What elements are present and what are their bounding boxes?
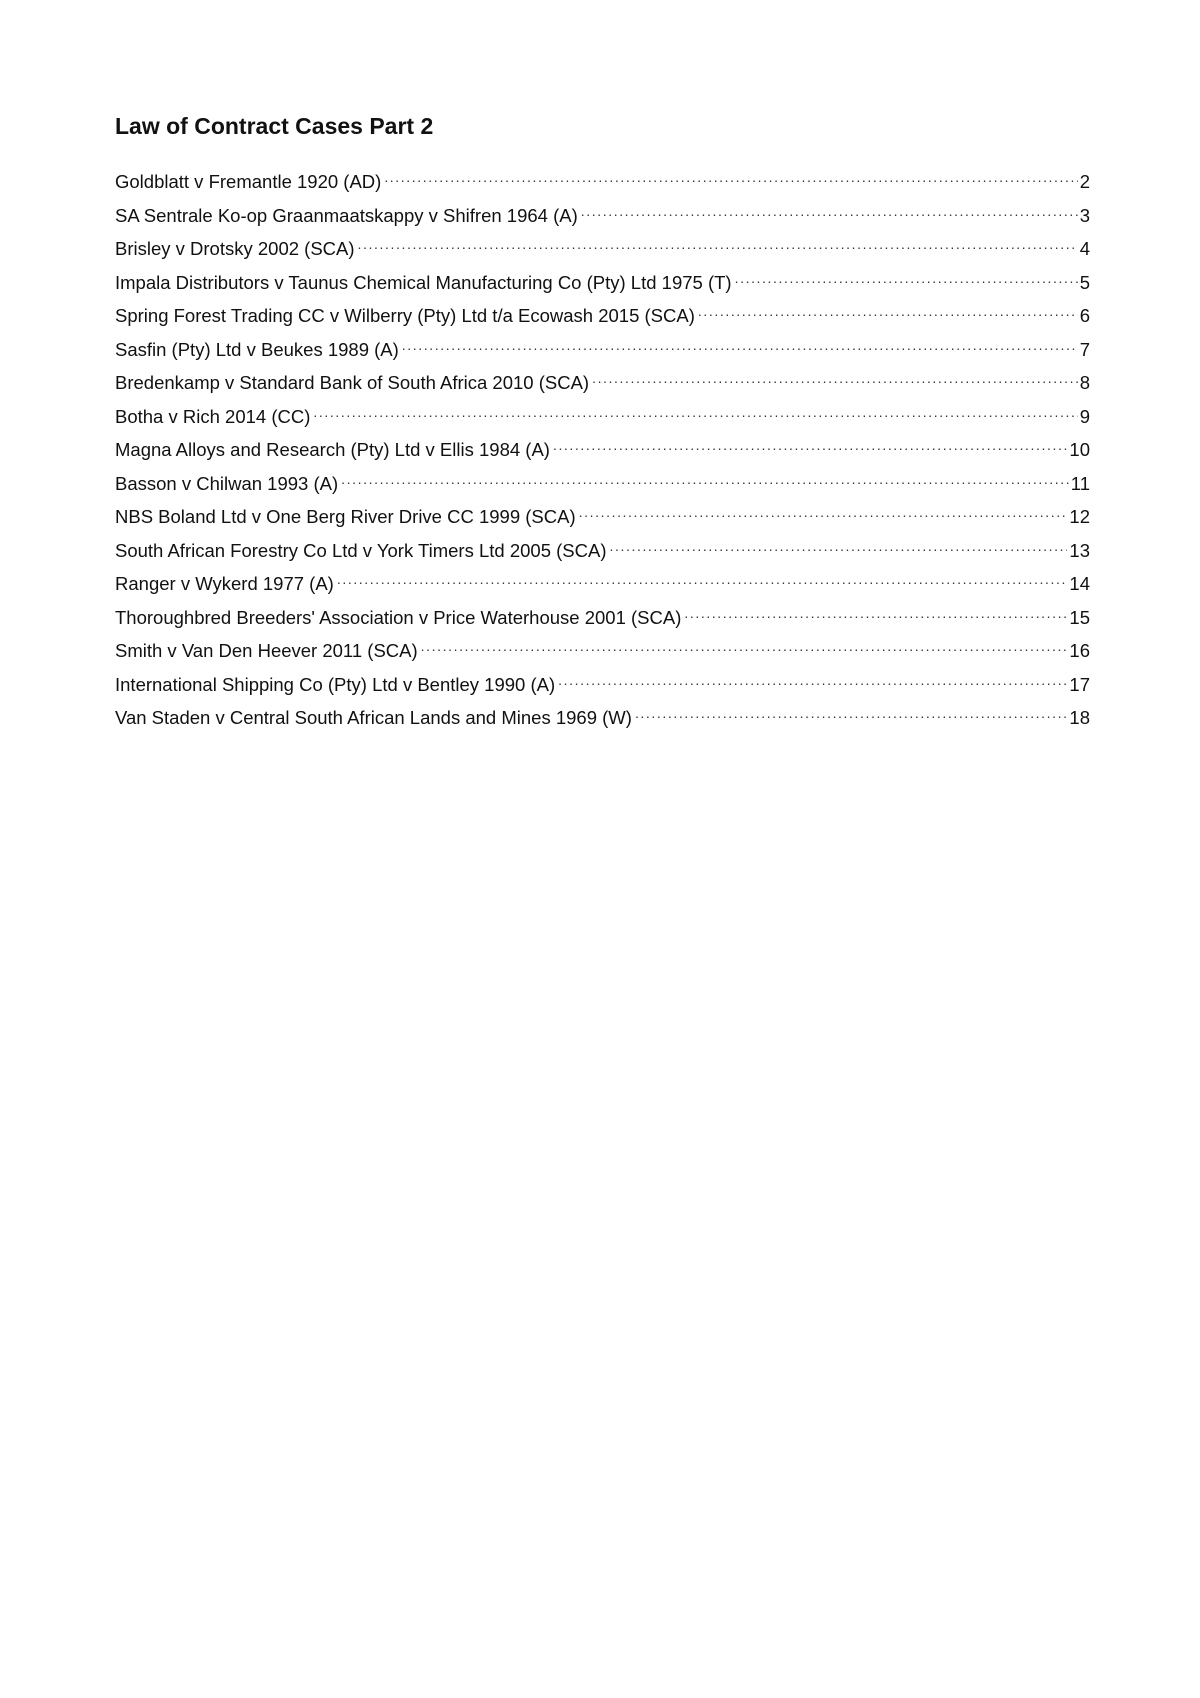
toc-entry-title: Brisley v Drotsky 2002 (SCA) (115, 238, 355, 259)
toc-entry-title: Bredenkamp v Standard Bank of South Africa 2010 (SCA) (115, 372, 590, 393)
toc-entry-title: Ranger v Wykerd 1977 (A) (115, 573, 334, 594)
toc-dot-leader (735, 265, 1078, 289)
toc-entry-title: Botha v Rich 2014 (CC) (115, 405, 311, 427)
toc-entry[interactable] (115, 432, 1090, 466)
toc-dot-leader (592, 365, 1078, 389)
toc-dot-leader (402, 332, 1078, 356)
toc-entry[interactable] (115, 566, 1090, 600)
toc-dot-leader (581, 198, 1078, 222)
toc-entry-page: 12 (1069, 506, 1090, 527)
toc-entry-page: 13 (1069, 539, 1090, 561)
toc-entry-page: 17 (1069, 673, 1090, 695)
toc-entry[interactable] (115, 533, 1090, 567)
toc-entry-page: 3 (1079, 204, 1090, 226)
toc-entry-page: 15 (1069, 606, 1090, 628)
toc-entry-page: 5 (1079, 271, 1090, 293)
toc-entry[interactable] (115, 365, 1090, 399)
toc-dot-leader (558, 667, 1067, 691)
toc-dot-leader (341, 466, 1069, 490)
table-of-contents (115, 164, 1090, 734)
toc-entry-page: 4 (1079, 238, 1090, 259)
toc-entry-page: 2 (1079, 171, 1090, 192)
toc-entry-title: Smith v Van Den Heever 2011 (SCA) (115, 640, 418, 661)
toc-entry[interactable] (115, 633, 1090, 667)
toc-entry-page: 11 (1070, 472, 1090, 494)
toc-entry[interactable] (115, 466, 1090, 500)
toc-entry-page: 7 (1079, 338, 1090, 360)
toc-entry-title: Impala Distributors v Taunus Chemical Manufacturing Co (Pty) Ltd 1975 (T) (115, 271, 732, 293)
toc-entry[interactable] (115, 198, 1090, 232)
toc-dot-leader (384, 164, 1077, 188)
toc-dot-leader (313, 399, 1077, 423)
toc-entry[interactable] (115, 332, 1090, 366)
toc-entry-title: Basson v Chilwan 1993 (A) (115, 472, 339, 494)
toc-entry[interactable] (115, 600, 1090, 634)
toc-dot-leader (337, 566, 1068, 590)
toc-entry-page: 10 (1069, 439, 1090, 460)
toc-dot-leader (635, 700, 1067, 724)
toc-entry-title: NBS Boland Ltd v One Berg River Drive CC 1999 (SCA) (115, 506, 576, 527)
toc-dot-leader (579, 499, 1068, 523)
document-title: Law of Contract Cases Part 2 (115, 113, 434, 139)
toc-entry-page: 6 (1079, 305, 1090, 326)
toc-dot-leader (421, 633, 1068, 657)
toc-entry[interactable] (115, 164, 1090, 198)
toc-entry-title: SA Sentrale Ko-op Graanmaatskappy v Shifren 1964 (A) (115, 204, 578, 226)
toc-entry-page: 18 (1069, 707, 1090, 728)
toc-dot-leader (698, 298, 1078, 322)
toc-entry-title: Van Staden v Central South African Lands and Mines 1969 (W) (115, 707, 632, 728)
toc-entry[interactable] (115, 700, 1090, 734)
toc-entry-page: 16 (1069, 640, 1090, 661)
toc-dot-leader (553, 432, 1067, 456)
toc-entry[interactable] (115, 667, 1090, 701)
toc-entry[interactable] (115, 499, 1090, 533)
toc-dot-leader (610, 533, 1068, 557)
toc-dot-leader (684, 600, 1067, 624)
toc-entry-page: 14 (1069, 573, 1090, 594)
toc-entry-title: Spring Forest Trading CC v Wilberry (Pty) Ltd t/a Ecowash 2015 (SCA) (115, 305, 695, 326)
toc-entry-title: South African Forestry Co Ltd v York Timers Ltd 2005 (SCA) (115, 539, 607, 561)
toc-entry-title: Thoroughbred Breeders' Association v Price Waterhouse 2001 (SCA) (115, 606, 682, 628)
toc-dot-leader (358, 231, 1078, 255)
toc-entry-title: International Shipping Co (Pty) Ltd v Bentley 1990 (A) (115, 673, 556, 695)
toc-entry-title: Sasfin (Pty) Ltd v Beukes 1989 (A) (115, 338, 399, 360)
toc-entry[interactable] (115, 265, 1090, 299)
toc-entry-page: 9 (1079, 405, 1090, 427)
toc-entry-page: 8 (1079, 372, 1090, 393)
toc-entry[interactable] (115, 399, 1090, 433)
toc-entry[interactable] (115, 231, 1090, 265)
toc-entry[interactable] (115, 298, 1090, 332)
toc-entry-title: Goldblatt v Fremantle 1920 (AD) (115, 171, 382, 192)
toc-entry-title: Magna Alloys and Research (Pty) Ltd v Ellis 1984 (A) (115, 439, 550, 460)
